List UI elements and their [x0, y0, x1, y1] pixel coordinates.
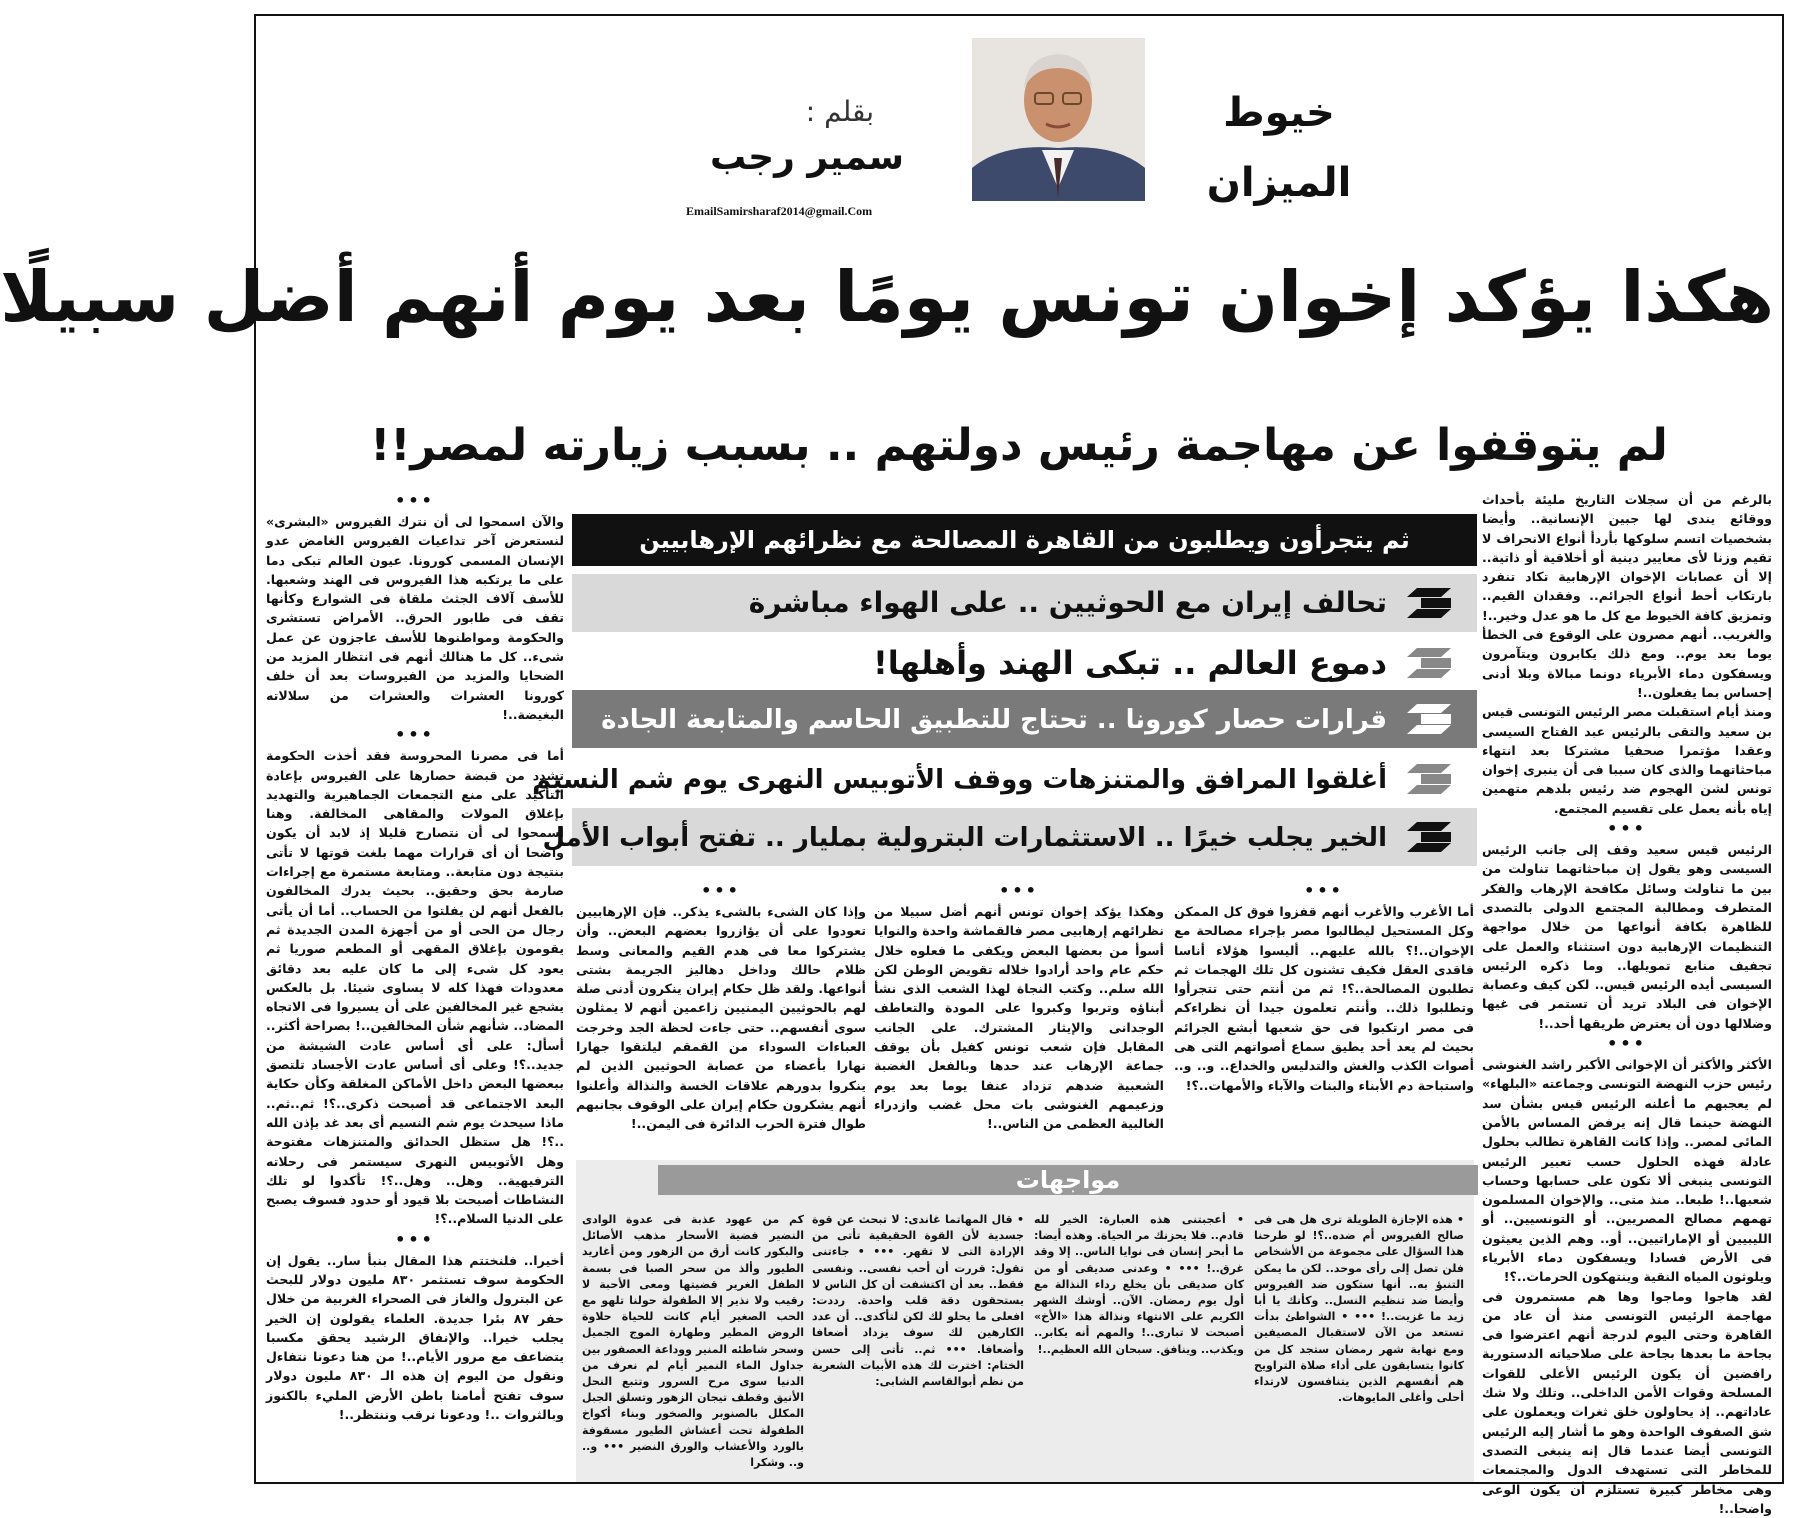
chevron-icon [1407, 648, 1451, 678]
highlight-2 [572, 634, 1477, 692]
chevron-icon [1407, 764, 1451, 794]
paragraph: لقد هاجوا وماجوا وها هم مستمرون فى مهاجمة الرئيس التونسى منذ أن عاد من القاهرة وحتى اليوم لدرجة أنهم اعترضوا فى بجاحة ما بعدها بجاحة على صلاحياته الدستورية رافضين أن يكون الرئيس الأعلى للقوات المسلحة وقوات الأمن الداخلى.. وتلك ولا شك عاداتهم.. إذ يحاولون خلق ثغرات ويعملون على شق الصفوف الواحدة وهو ما أشار إليه الرئيس التونسى أيضا عندما قال إنه ينبغى التصدى للمخاطر التى تستهدف الدول والمجتمعات وهى مخاطر كبيرة تستلزم أن يكون الوعى واضحا..! [1482, 1288, 1772, 1516]
highlight-text: دموع العالم .. تبكى الهند وأهلها! [873, 644, 1387, 682]
section-heading: ثم يتجرأون ويطلبون من القاهرة المصالحة مع نظرائهم الإرهابيين [572, 514, 1477, 566]
highlight-text: قرارات حصار كورونا .. تحتاج للتطبيق الحاسم والمتابعة الجادة [601, 705, 1387, 735]
highlight-1 [572, 574, 1477, 632]
paragraph: أما الأغرب والأغرب أنهم قفزوا فوق كل الممكن وكل المستحيل ليطالبوا مصر بإجراء مصالحة مع الإخوان..!؟ بالله عليهم.. أليسوا هؤلاء أناسا فاقدى العقل فكيف تشنون كل تلك الهجمات ثم تطلبون المصالحة..؟! ثم من أنتم حتى تتجرأوا وتطلبوا ذلك.. وأنتم تعلمون جيدا أن نظراءكم فى مصر ارتكبوا فى حق شعبها أبشع الجرائم بحيث لم يعد أحد يطيق سماع أصواتهم التى هى أصوات الكذب والغش والتدليس والخداع.. و.. و.. واستباحة دم الأبناء والبنات والآباء والأمهات..؟! [1174, 904, 1474, 1093]
highlight-5 [542, 808, 1477, 866]
separator: ••• [395, 491, 435, 510]
encounters-column-2: • أعجبتنى هذه العبارة: الخير لله قادم.. فلا يحزنك مر الحياة. وهذه أيضا: ما أبحر إنسان فى نوايا الناس.. إلا وقد غرق..! ••• • وعدنى صديقى أو من كان صديقى بأن يخلع رداء النذالة مع أول يوم رمضان. الآن.. أوشك الشهر الكريم على الانتهاء ونذالة هذا «الأخ» أصبحت لا تبارى..! والمهم أنه يكابر.. ويكذب.. وينافق. سبحان الله العظيم..! [1034, 1213, 1244, 1356]
paragraph: وإذا كان الشىء بالشىء يذكر.. فإن الإرهابيين تعودوا على أن يؤازروا بعضهم البعض.. وأن يشتركوا معا فى هدم القيم والمعانى وسط ظلام حالك وداخل دهاليز الجريمة بشتى أنواعها. ولقد ظل حكام إيران ينكرون أدنى صلة لهم بالحوثيين اليمنيين زاعمين أنهم لا يمثلون سوى أنفسهم.. حتى جاءت لحظة الجد وخرجت العباءات السوداء من القمقم ليلتقوا جهارا نهارا بأعضاء من عصابة الحوثيين الذين لم ينكروا بدورهم علاقات الخسة والنذالة وأعلنوا أنهم يشكرون حكام إيران على الوقوف بجانبهم طوال فترة الحرب الدائرة فى اليمن..! [576, 904, 866, 1132]
column-name [1199, 78, 1359, 218]
highlight-3 [572, 690, 1477, 748]
highlight-text: تحالف إيران مع الحوثيين .. على الهواء مباشرة [748, 586, 1387, 619]
separator: ••• [701, 881, 741, 900]
separator: ••• [1607, 819, 1647, 839]
middle-column-2 [874, 880, 1164, 1150]
highlight-text: أغلقوا المرافق والمتنزهات ووقف الأتوبيس النهرى يوم شم النسيم [532, 765, 1387, 795]
separator: ••• [999, 881, 1039, 900]
author-email: EmailSamirsharaf2014@gmail.Com [686, 204, 873, 218]
separator: ••• [1304, 881, 1344, 900]
separator: ••• [1607, 1034, 1647, 1054]
paragraph: الرئيس قيس سعيد وقف إلى جانب الرئيس السيسى وهو يقول إن مباحثاتهما تناولت من بين ما تناولت وسائل مكافحة الإرهاب والفكر المتطرف ومطالبة المجتمع الدولى بالتصدى للظاهرة بكافة أنواعها من خلال مواجهة التنظيمات الإرهابية دون استثناء والعمل على تجفيف منابع تمويلها.. وما ذكره الرئيس السيسى أيده الرئيس قيس.. لكن كيف وعصابة الإخوان فى البلاد تريد أن تستمر فى غيها وضلالها دون أن يعترض طريقها أحد..! [1482, 842, 1772, 1031]
author-name: سمير رجب [710, 137, 904, 178]
chevron-icon [1407, 822, 1451, 852]
encounters-title: مواجهات [658, 1165, 1478, 1195]
paragraph: أما فى مصرنا المحروسة فقد أخذت الحكومة تشدد من قبضة حصارها على الفيروس بإعادة التأكيد على منع التجمعات الجماهيرية والتهديد بإغلاق المولات والمقاهى المخالفة. وهنا اسمحوا لى أن نتصارح قليلا إذ لابد أن يكون واضحا أن أى قرارات مهما بلغت قوتها لا تأتى بنتيجة دون متابعة.. ومتابعة مستمرة مع إجراءات صارمة بحق وحقيق.. بحيث يدرك المخالفون بالفعل أنهم لن يفلتوا من الحساب.. أما أن يأتى رجال من الحى أو من أجهزة المدن الجديدة ثم يقومون بإغلاق المقهى أو المطعم صوريا ثم يعود كل شىء إلى ما كان عليه بعد دقائق معدودات فهذا كله لا يساوى شيئا. بل بالعكس يشجع غير المخالفين على أن يسيروا فى الاتجاه المضاد.. شأنهم شأن المخالفين..! بصراحة أكثر.. أسأل: على أى أساس عادت الشيشة من جديد..؟! وعلى أى أساس عادت الأجساد تلتصق ببعضها البعض داخل الأماكن المغلقة وكأن حكاية البعد الاجتماعى قد أصبحت ذكرى..؟! ثم..ثم.. ماذا سيحدث يوم شم النسيم أى بعد غد بإذن الله ..؟! هل ستظل الحدائق والمتنزهات مفتوحة وهل الأتوبيس النهرى سيستمر فى رحلاته الترفيهية.. وهل.. وهل..؟! تأكدوا لو تلك النشاطات أصبحت بلا قيود أو حدود فسوف يصبح على الدنيا السلام..؟! [266, 748, 564, 1227]
paragraph: وهكذا يؤكد إخوان تونس أنهم أضل سبيلا من نظرائهم إرهابيى مصر فالقماشة واحدة والنوايا أسوأ من بعضها البعض ويكفى ما فعلوه خلال حكم عام واحد أرادوا خلاله تقويض الوطن لكن الله سلم.. وكتب النجاة لهذا الشعب الذى نشأ أبناؤه وتربوا وكبروا على المودة والتعاطف الوجدانى والإيثار المشترك. على الجانب المقابل فإن شعب تونس كفيل بأن يوقف جماعة الإرهاب عند حدها وبالفعل الغضبة الشعبية ضدهم تزداد عنفا يوما بعد يوم وزعيمهم الغنوشى بات محل غضب وازدراء الغالبية العظمى من الناس..! [874, 904, 1164, 1132]
paragraph: بالرغم من أن سجلات التاريخ مليئة بأحداث ووقائع يندى لها جبين الإنسانية.. وأيضا بشخصيات اتسم سلوكها بأردأ أنواع الانحراف لا تقيم وزنا لأى معايير دينية أو أخلاقية أو ذاتية.. إلا أن عصابات الإخوان الإرهابية تكاد تنفرد بارتكاب أحط أنواع الجرائم.. وفقدان القيم.. وتمزيق كافة الخيوط مع كل ما هو عدل وخير..! والغريب.. أنهم مصرون على الوقوع فى الخطأ يوما بعد يوم.. ومع ذلك يكابرون ويتآمرون ويسفكون دماء الأبرياء دونما مبالاة وبلا أدنى إحساس بما يفعلون..! [1482, 492, 1772, 700]
chevron-icon [1407, 588, 1451, 618]
separator: ••• [395, 1229, 435, 1249]
author-portrait-icon [972, 38, 1145, 201]
highlight-4 [532, 750, 1477, 808]
middle-column-3 [576, 880, 866, 1150]
paragraph: الأكثر والأكثر أن الإخوانى الأكبر راشد الغنوشى رئيس حزب النهضة التونسى وجماعته «البلهاء» لم يعجبهم ما أعلنه الرئيس قيس بشأن سد النهضة حينما قال إنه يرفض المساس بالأمن المائى لمصر.. وإذا كانت القاهرة تطالب بحلول عادلة فهذه الحلول حسب تعبير الرئيس التونسى ينبغى ألا تكون على حسابها وحساب شعبها..! طبعا.. منذ متى.. والإخوان المسلمون تهمهم مصالح المصريين.. أو التونسيين.. أو الليبيين أو الإماراتيين.. أو.. وهم الذين يعيثون فى الأرض فسادا ويسفكون دماء الأبرياء ويلوثون المياه النقية وينتهكون الحرمات..؟! [1482, 1057, 1772, 1285]
sub-headline: لم يتوقفوا عن مهاجمة رئيس دولتهم .. بسبب زيارته لمصر!! [370, 420, 1668, 471]
middle-column-1 [1174, 880, 1474, 1150]
left-column [266, 490, 564, 1470]
author-photo [972, 38, 1145, 201]
chevron-icon [1407, 704, 1451, 734]
paragraph: أخيرا.. فلنختتم هذا المقال بنبأ سار.. يقول إن الحكومة سوف تستثمر ٨٣٠ مليون دولار للبحث عن البترول والغاز فى الصحراء الغربية من خلال حفر ٨٧ بئرا جديدة. العلماء يقولون إن الخير يجلب خيرا.. والإنفاق الرشيد يحقق مكسبا يتضاعف مع مرور الأيام..! من هنا دعونا نتفاءل ونقول من اليوم إن هذه الـ ٨٣٠ مليون دولار سوف تفتح أمامنا باطن الأرض المليء بالكنوز وبالثروات ..! ودعونا نرقب وننتظر..! [266, 1252, 565, 1423]
right-column [1482, 490, 1772, 1516]
column-name-line2: الميزان [1206, 160, 1352, 206]
paragraph: والآن اسمحوا لى أن نترك الفيروس «البشرى» لنستعرض آخر تداعيات الفيروس الغامض عدو الإنسان المسمى كورونا. عيون العالم تبكى دما على ما يرتكبه هذا الفيروس فى الهند وشعبها. للأسف آلاف الجثث ملقاة فى الشوارع وكأنها تقف فى طابور الحرق.. الأمراض تستشرى والحكومة ومواطنوها للأسف عاجزون عن عمل شىء.. كل ما هنالك أنهم فى انتظار المزيد من الضحايا والمزيد من الفيروسات بعد أن خلف كورونا العشرات والعشرات من سلالاته البغيضة..! [266, 514, 564, 722]
separator: ••• [395, 725, 435, 745]
author-byline [704, 92, 934, 184]
encounters-column-4: كم من عهود عذبة فى عدوة الوادى النضير فضية الأسحار مذهب الأصائل والبكور كانت أرق من الزهور ومن أغاريد الطيور وألذ من سحر الصبا فى بسمة الطفل الغرير قضيتها ومعى الأحبة لا رقيب ولا نذير إلا الطفولة حولنا تلهو مع الحب الصغير أيام كانت للحياة حلاوة الروض المطير وطهارة الموج الجميل وسحر شاطئه المنير ووداعة العصفور بين جداول الماء النمير أيام لم نعرف من الدنيا سوى مرح السرور وتتبع النحل الأنيق وقطف تيجان الزهور وتسلق الجبل المكلل بالصنوبر والصخور وبناء أكواخ الطفولة تحت أعشاش الطيور مسقوفة بالورد والأعشاب والورق النضير ••• و.. و.. وشكرا [582, 1213, 804, 1470]
encounters-column-1: • هذه الإجازة الطويلة ترى هل هى فى صالح الفيروس أم ضده..؟! لو طرحنا هذا السؤال على مجموعة من الأشخاص فلن تصل إلى رأى موحد.. لكن ما يمكن التنبؤ به.. أنها ستكون ضد الفيروس وأيضا ضد تنظيم النسل.. وكأنك يا أبا زيد ما غزيت..! ••• • الشواطئ بدأت تستعد من الآن لاستقبال المصيفين ومع نهاية شهر رمضان ستجد كل من كانوا يتسابقون على أداء صلاة التراويح هم أنفسهم الذين يتنافسون لارتداء أحلى وأغلى المايوهات. [1254, 1213, 1464, 1405]
highlight-text: الخير يجلب خيرًا .. الاستثمارات البترولية بمليار .. تفتح أبواب الأمل [542, 823, 1387, 853]
byline-label: بقلم : [805, 95, 874, 128]
column-name-line1: خيوط [1223, 90, 1335, 136]
encounters-column-3: • قال المهاتما غاندى: لا تبحث عن قوة جسدية لأن القوة الحقيقية تأتى من الإرادة التى لا تقهر. ••• • جاءتنى تقول: قررت أن أحب نفسى.. ونفسى فقط.. بعد أن اكتشفت أن كل الناس لا يستحقون دقة قلب واحدة. رددت: افعلى ما يحلو لك لكن لتأكدى.. أن عدد الكارهين لك سوف يزداد أضعافا وأضعافا. ••• ثم.. تأتى إلى حسن الختام: اخترت لك هذه الأبيات الشعرية من نظم أبوالقاسم الشابى: [812, 1213, 1024, 1389]
paragraph: ومنذ أيام استقبلت مصر الرئيس التونسى قيس بن سعيد والتقى بالرئيس عبد الفتاح السيسى وعقدا مؤتمرا صحفيا مشتركا بعد انتهاء مباحثاتهما والذى كان سببا فى أن ينبرى إخوان تونس لشن الهجوم ضد رئيس بلدهم متهمين إياه بأنه يعمل على تقسيم المجتمع. [1482, 704, 1772, 816]
main-headline: هكذا يؤكد إخوان تونس يومًا بعد يوم أنهم أضل سبيلًا [0, 256, 1774, 338]
